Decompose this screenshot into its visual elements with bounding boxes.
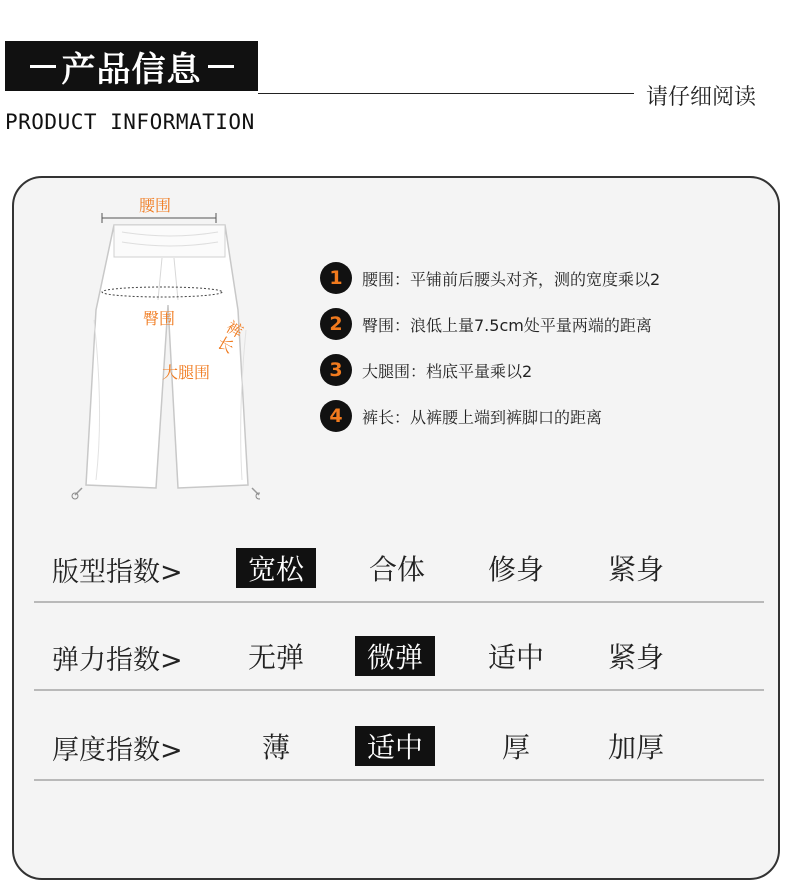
waist-label: 腰围	[139, 196, 172, 215]
stretch-option-tight: 紧身	[608, 641, 665, 674]
legend-item	[320, 262, 660, 294]
row-divider	[34, 601, 764, 603]
stretch-index-row	[34, 626, 764, 716]
fit-option-slim: 修身	[488, 553, 545, 586]
header-divider	[258, 93, 634, 94]
stretch-index-label: 弹力指数>	[52, 645, 183, 676]
fit-index-row	[34, 538, 764, 628]
fit-option-regular: 合体	[369, 553, 426, 586]
read-note: 请仔细阅读	[646, 85, 757, 110]
legend-item	[320, 308, 660, 340]
thickness-option-extra-thick: 加厚	[608, 731, 665, 764]
hip-measure-line	[98, 284, 228, 300]
section-title	[5, 41, 258, 91]
thickness-option-medium: 适中	[355, 726, 435, 766]
legend-text: 腰围：平铺前后腰头对齐，测的宽度乘以2	[362, 269, 661, 289]
thickness-index-row	[34, 716, 764, 806]
fit-option-tight: 紧身	[608, 553, 665, 586]
hip-label: 臀围	[143, 309, 176, 328]
thickness-option-thick: 厚	[502, 731, 531, 764]
thigh-label: 大腿围	[162, 363, 211, 382]
legend-number: 1	[320, 262, 352, 294]
section-subtitle: PRODUCT INFORMATION	[5, 110, 255, 134]
measure-legend	[320, 262, 660, 446]
legend-item	[320, 400, 660, 432]
title-dash-right	[208, 65, 234, 68]
legend-text: 裤长：从裤腰上端到裤脚口的距离	[362, 407, 603, 427]
section-title-text: 产品信息	[61, 49, 202, 90]
title-dash-left	[30, 65, 56, 68]
legend-number: 2	[320, 308, 352, 340]
thickness-option-thin: 薄	[262, 731, 291, 764]
stretch-option-slight: 微弹	[355, 636, 435, 676]
stretch-option-medium: 适中	[488, 641, 545, 674]
legend-text: 大腿围：档底平量乘以2	[362, 361, 533, 381]
row-divider	[34, 689, 764, 691]
stretch-option-none: 无弹	[248, 641, 305, 674]
legend-number: 4	[320, 400, 352, 432]
fit-index-label: 版型指数>	[52, 557, 183, 588]
legend-text: 臀围：浪低上量7.5cm处平量两端的距离	[362, 315, 652, 335]
length-label: 裤长	[214, 317, 247, 358]
legend-number: 3	[320, 354, 352, 386]
legend-item	[320, 354, 660, 386]
row-divider	[34, 779, 764, 781]
fit-option-loose: 宽松	[236, 548, 316, 588]
thickness-index-label: 厚度指数>	[52, 735, 183, 766]
